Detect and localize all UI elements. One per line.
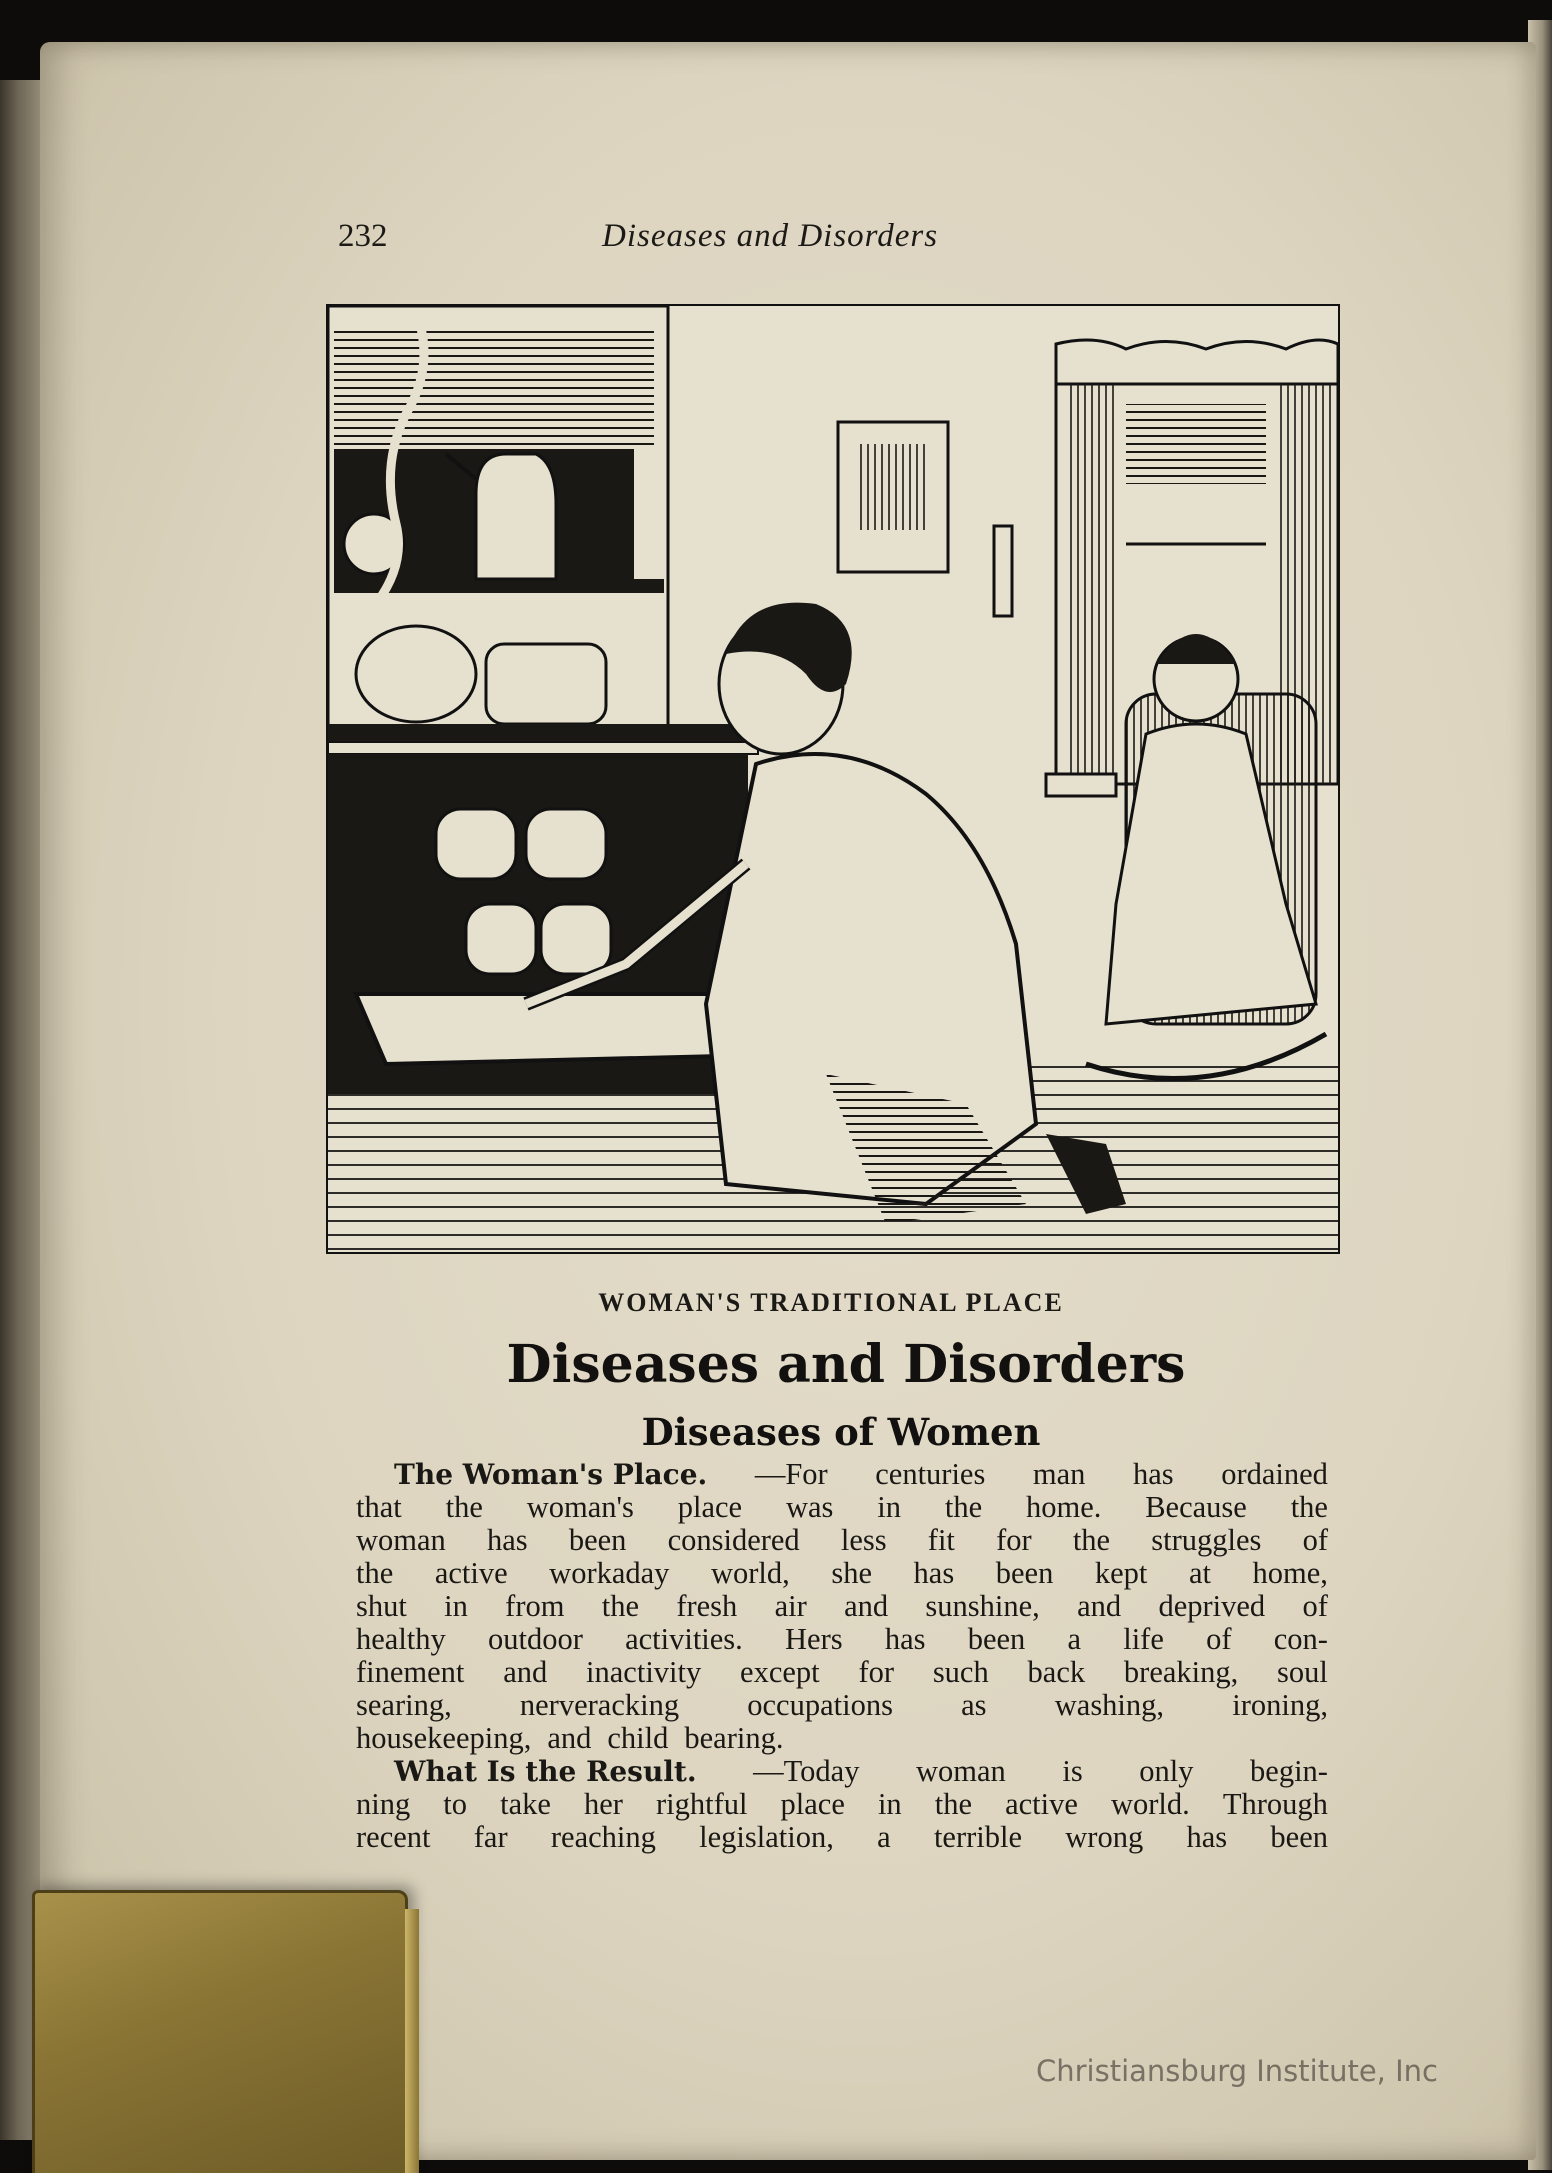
word: is — [1062, 1754, 1083, 1788]
word: legislation, — [699, 1820, 834, 1854]
bookmark-edge — [405, 1909, 419, 2173]
word: the — [356, 1556, 394, 1590]
word: searing, — [356, 1688, 452, 1722]
word: world, — [710, 1556, 790, 1590]
text-line — [356, 1656, 1328, 1689]
word: fit — [927, 1523, 955, 1557]
running-title: Diseases and Disorders — [602, 218, 939, 254]
running-head — [0, 218, 1552, 258]
word: world. — [1110, 1787, 1190, 1821]
word: ning — [356, 1787, 411, 1821]
text-line — [356, 1557, 1328, 1590]
paragraph-lead: The Woman's Place. — [394, 1458, 708, 1491]
word: has — [486, 1523, 528, 1557]
word: her — [583, 1787, 623, 1821]
word: of — [1206, 1622, 1232, 1656]
word: breaking, — [1123, 1655, 1239, 1689]
word: housekeeping, — [356, 1721, 532, 1755]
paragraph-womans-place — [356, 1458, 1328, 1755]
word: active — [434, 1556, 508, 1590]
word: woman's — [526, 1490, 634, 1524]
word: woman — [356, 1523, 446, 1557]
word: home, — [1252, 1556, 1328, 1590]
word: back — [1027, 1655, 1086, 1689]
word: the — [934, 1787, 973, 1821]
word: deprived — [1158, 1589, 1266, 1623]
word: the — [1290, 1490, 1328, 1524]
word: considered — [667, 1523, 800, 1557]
word: she — [831, 1556, 872, 1590]
word: in — [877, 1787, 902, 1821]
word: and — [547, 1721, 592, 1755]
word: was — [785, 1490, 834, 1524]
word: —Today — [753, 1754, 860, 1788]
word: ironing, — [1232, 1688, 1328, 1722]
word: rightful — [655, 1787, 748, 1821]
word: child — [607, 1721, 669, 1755]
word: life — [1123, 1622, 1164, 1656]
woman-baking-bread-illustration-icon — [326, 304, 1340, 1254]
word: activities. — [625, 1622, 743, 1656]
text-line — [356, 1755, 1328, 1788]
word: in — [444, 1589, 468, 1623]
word: at — [1188, 1556, 1211, 1590]
word: home. — [1025, 1490, 1102, 1524]
text-line — [356, 1524, 1328, 1557]
word: Because — [1145, 1490, 1247, 1524]
word: Through — [1222, 1787, 1328, 1821]
word: ordained — [1221, 1457, 1328, 1491]
word: the — [601, 1589, 640, 1623]
paragraph-lead: What Is the Result. — [394, 1755, 697, 1788]
word: washing, — [1054, 1688, 1165, 1722]
word: active — [1005, 1787, 1078, 1821]
word: begin- — [1250, 1754, 1328, 1788]
word: healthy — [356, 1622, 446, 1656]
gold-bookmark — [32, 1890, 408, 2173]
word: been — [995, 1556, 1054, 1590]
word: for — [996, 1523, 1032, 1557]
word: far — [473, 1820, 508, 1854]
word: has — [1132, 1457, 1174, 1491]
word: take — [500, 1787, 551, 1821]
word: inactivity — [586, 1655, 702, 1689]
text-line — [356, 1788, 1328, 1821]
word: workaday — [549, 1556, 670, 1590]
section-heading: Diseases of Women — [641, 1410, 1041, 1454]
word: as — [961, 1688, 987, 1722]
word: has — [913, 1556, 955, 1590]
word: except — [740, 1655, 820, 1689]
word: a — [877, 1820, 891, 1854]
word: the — [944, 1490, 983, 1524]
word: con- — [1273, 1622, 1328, 1656]
word: —For — [754, 1457, 828, 1491]
word: only — [1139, 1754, 1194, 1788]
word: centuries — [875, 1457, 986, 1491]
chapter-heading: Diseases and Disorders — [506, 1334, 1186, 1395]
word: been — [1270, 1820, 1328, 1854]
text-line — [356, 1821, 1328, 1854]
text-line — [356, 1722, 1328, 1755]
word: such — [932, 1655, 989, 1689]
word: recent — [356, 1820, 431, 1854]
word: the — [445, 1490, 483, 1524]
illustration-caption: WOMAN'S TRADITIONAL PLACE — [598, 1288, 1064, 1317]
paragraph-what-is-the-result — [356, 1755, 1328, 1854]
word: sunshine, — [925, 1589, 1040, 1623]
word: been — [568, 1523, 627, 1557]
word: Hers — [785, 1622, 843, 1656]
word: been — [967, 1622, 1026, 1656]
word: and — [844, 1589, 889, 1623]
word: air — [774, 1589, 807, 1623]
word: of — [1302, 1523, 1328, 1557]
text-line — [356, 1458, 1328, 1491]
word: the — [1072, 1523, 1111, 1557]
word: struggles — [1151, 1523, 1262, 1557]
word: occupations — [747, 1688, 893, 1722]
word: soul — [1277, 1655, 1328, 1689]
word: less — [840, 1523, 887, 1557]
word: wrong — [1065, 1820, 1144, 1854]
word: bearing. — [684, 1721, 784, 1755]
word: man — [1032, 1457, 1086, 1491]
word: outdoor — [487, 1622, 583, 1656]
word: to — [443, 1787, 468, 1821]
word: of — [1302, 1589, 1328, 1623]
word: for — [858, 1655, 895, 1689]
word: place — [677, 1490, 743, 1524]
word: that — [356, 1490, 402, 1524]
word: finement — [356, 1655, 465, 1689]
word: has — [884, 1622, 926, 1656]
text-line — [356, 1623, 1328, 1656]
word: nerveracking — [519, 1688, 680, 1722]
word: fresh — [676, 1589, 738, 1623]
word: place — [780, 1787, 845, 1821]
word: and — [503, 1655, 548, 1689]
word: terrible — [933, 1820, 1022, 1854]
text-line — [356, 1491, 1328, 1524]
word: a — [1067, 1622, 1082, 1656]
word: and — [1077, 1589, 1122, 1623]
word: in — [877, 1490, 901, 1524]
word: from — [505, 1589, 565, 1623]
word: shut — [356, 1589, 407, 1623]
word: has — [1186, 1820, 1228, 1854]
page-number: 232 — [338, 218, 388, 254]
body-text — [356, 1458, 1328, 1854]
word: woman — [916, 1754, 1006, 1788]
text-line — [356, 1590, 1328, 1623]
watermark: Christiansburg Institute, Inc — [1036, 2054, 1438, 2088]
text-line — [356, 1689, 1328, 1722]
word: kept — [1094, 1556, 1148, 1590]
word: reaching — [550, 1820, 656, 1854]
